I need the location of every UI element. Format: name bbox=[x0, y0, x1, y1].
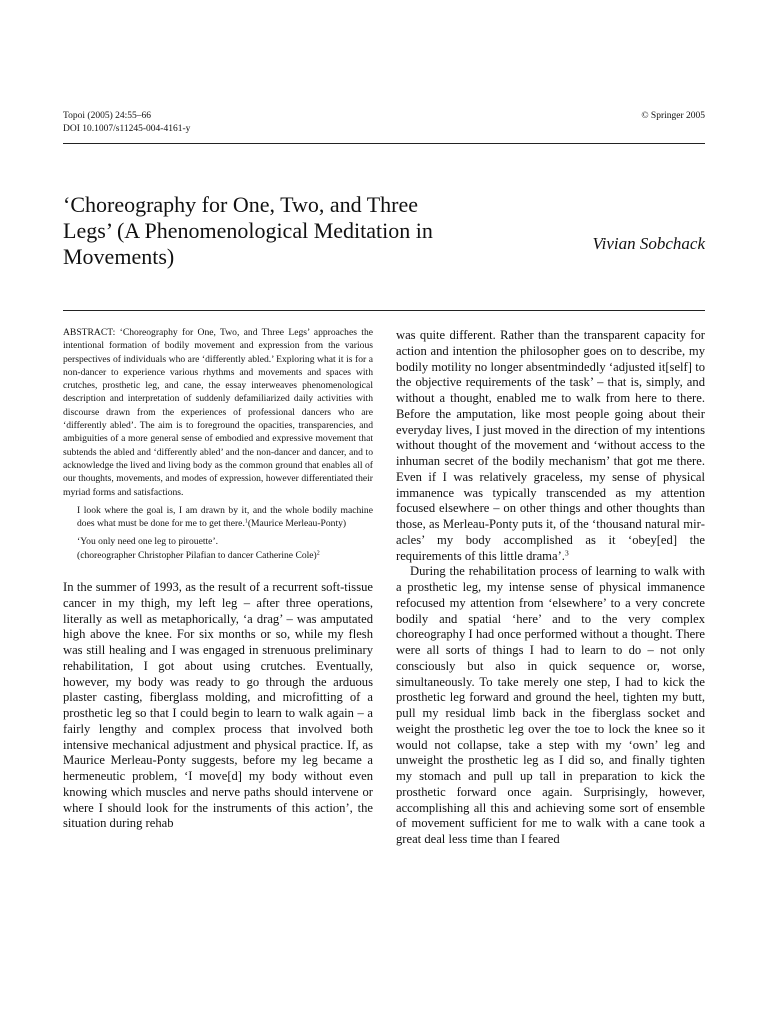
publisher-copyright: © Springer 2005 bbox=[641, 111, 705, 121]
left-column bbox=[63, 326, 373, 832]
title-line: Movements) bbox=[63, 244, 175, 269]
paragraph: During the rehabilitation process of learning to walk with a prosthetic leg, my intense sense of physical immanence refocused my attention from ‘elsewhere’ to a very concrete bodily and spatial ‘here’ and to the very complex choreography I had once performed without a thought. There were all sorts of things I had to learn to do – not only consciously but also in quick sequence or, worse, simultaneously. To take merely one step, I had to kick the prosthetic leg forward and ground the heel, tighten my butt, pull my residual limb back in the fiberglass socket and weight the prosthetic leg over the toe to lock the knee so it would not collapse, take a step with my ‘own’ leg and unweight the prosthetic leg as I did so, and finally tighten my stomach and pull up tall in preparation to kick the prosthetic forward once again. Surprisingly, however, accomplishing all this and achieving some sort of ensemble of movement sufficient for me to walk with a cane took a great deal less time than I feared bbox=[396, 564, 705, 846]
footnote-marker: 1 bbox=[244, 518, 248, 525]
epigraph-text: ‘You only need one leg to pirouette’. bbox=[77, 536, 219, 548]
epigraphs bbox=[77, 504, 373, 562]
abstract-text: ‘Choreography for One, Two, and Three Legs’ approaches the intentional formation of bodily movement and expression from the various perspectives of individuals who are ‘differently abled.’ Exploring what it is for a non-dancer to experience various rhythms and movements and spaces with crutches, prosthetic leg, and cane, the essay interweaves phenomenological description and interpretation of suddenly defamiliarized daily activities with discourse drawn from the experiences of professional dancers who are ‘differently abled’. The aim is to foreground the opacities, transparencies, and ambiguities of a more general sense of embodied and expressive movement that subtends the abled and ‘differently abled’ and the non-dancer and dancer, and to acknowledge the lived and living body as the common ground that enables all of our thoughts, movements, and modes of expression, however differentiated their myriad forms and satisfactions. bbox=[63, 327, 373, 498]
abstract bbox=[63, 326, 373, 499]
paragraph bbox=[396, 328, 705, 564]
title-rule bbox=[63, 310, 705, 311]
header-rule bbox=[63, 143, 705, 144]
title-line: ‘Choreography for One, Two, and Three bbox=[63, 192, 419, 217]
title-line: Legs’ (A Phenomenological Meditation in bbox=[63, 218, 433, 243]
epigraph-2 bbox=[77, 535, 373, 562]
epigraph-attribution: (Maurice Merleau-Ponty) bbox=[247, 518, 347, 530]
doi: DOI 10.1007/s11245-004-4161-y bbox=[63, 124, 191, 134]
right-column bbox=[396, 328, 705, 848]
paragraph: In the summer of 1993, as the result of a recurrent soft-tissue cancer in my thigh, my left leg – after three operations, literally as well as metaphorically, ‘a drag’ – was amputated high above the knee. For six months or so, while my flesh was still healing and I was engaged in strenuous preliminary rehabilitation, I got about using crutches. Eventually, however, my body was ready to go through the arduous plaster casting, fiberglass molding, and microfitting of a prosthetic leg so that I could begin to learn to walk again – a fairly lengthy and complex process that involved both intensive mechanical adjustment and physical practice. If, as Maurice Merleau-Ponty suggests, before my leg became a hermeneutic problem, ‘I move[d] my body without even knowing which muscles and nerve paths should intervene or where I should look for the instruments of this action’, the situation during rehab bbox=[63, 580, 373, 831]
abstract-label: ABSTRACT: bbox=[63, 327, 116, 338]
footnote-marker: 3 bbox=[564, 548, 569, 558]
journal-citation: Topoi (2005) 24:55–66 bbox=[63, 111, 151, 121]
epigraph-text: I look where the goal is, I am drawn by it, and the whole bodily machine does what must be done for me to get there. bbox=[77, 504, 373, 530]
body-text-left bbox=[63, 580, 373, 832]
article-title bbox=[63, 192, 533, 270]
footnote-marker: 2 bbox=[316, 550, 320, 557]
paragraph-text: was quite different. Rather than the transparent capacity for action and intention the philosopher goes on to describe, my bodily motility no longer absentmindedly ‘adjusted it[self] to the objective requirements of the task’ – that is, simply, and without a thought, enabled me to walk from here to there. Before the amputation, like most people going about their everyday lives, I just moved in the direction of my intentions without thought of the movement and ‘without access to the inhuman secret of the bodily mechanism’ that got me there. Even if I was relatively graceless, my sense of physical immanence was typically transcended as my attention focused elsewhere – on other things and other thoughts than those, as Merleau-Ponty puts it, of the ‘thousand natural miracles’ my body accomplished as it ‘obey[ed] the requirements of this little drama’. bbox=[396, 328, 705, 563]
epigraph-attribution: (choreographer Christopher Pilafian to dancer Catherine Cole) bbox=[77, 549, 317, 561]
epigraph-1 bbox=[77, 504, 373, 531]
author-name: Vivian Sobchack bbox=[592, 234, 705, 253]
